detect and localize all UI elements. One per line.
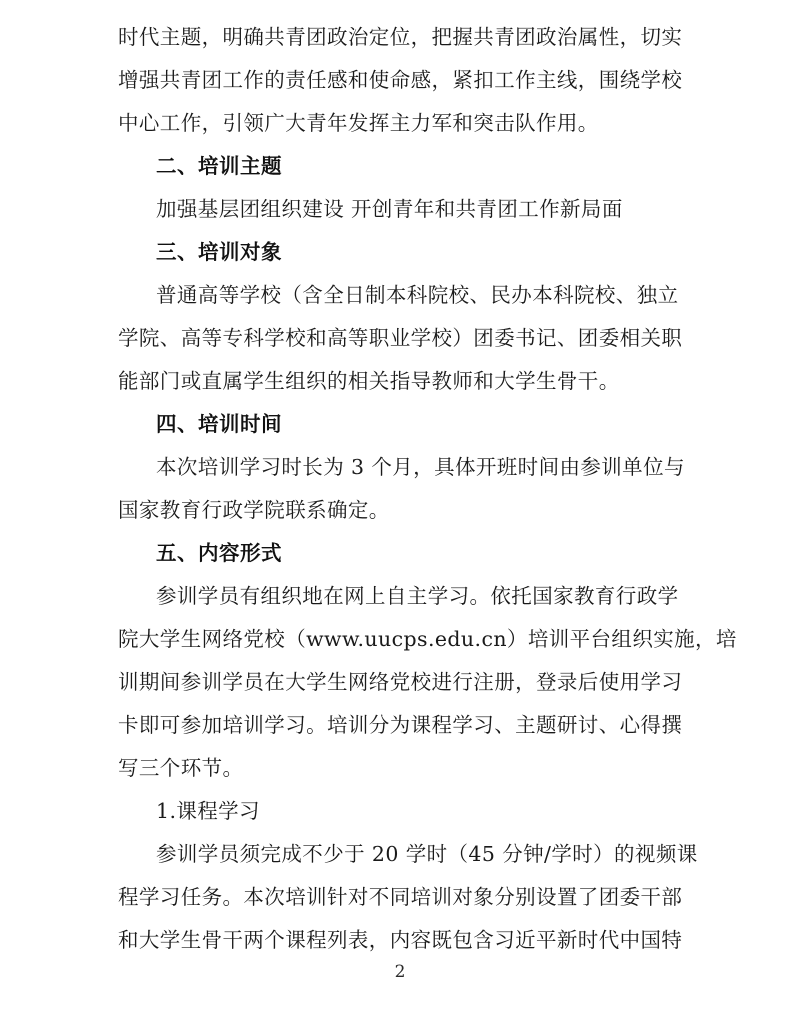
subheading-course-study: 1.课程学习: [156, 799, 260, 823]
text-line: 国家教育行政学院联系确定。: [118, 498, 390, 522]
text-line-training-theme: 加强基层团组织建设 开创青年和共青团工作新局面: [156, 197, 623, 221]
page-number: 2: [394, 962, 406, 982]
heading-section-three: 三、培训对象: [156, 240, 282, 264]
text-line: 参训学员须完成不少于 20 学时（45 分钟/学时）的视频课: [156, 842, 698, 866]
heading-section-two: 二、培训主题: [156, 154, 282, 178]
paragraph-intro: [118, 16, 683, 145]
paragraph-training-time: [118, 446, 685, 532]
paragraph-course-study: [118, 833, 698, 962]
text-line: 能部门或直属学生组织的相关指导教师和大学生骨干。: [118, 369, 620, 393]
text-line: 写三个环节。: [118, 756, 244, 780]
text-line: 中心工作，引领广大青年发挥主力军和突击队作用。: [118, 111, 599, 135]
text-line: 时代主题，明确共青团政治定位，把握共青团政治属性，切实: [118, 25, 683, 49]
text-line: 训期间参训学员在大学生网络党校进行注册，登录后使用学习: [118, 670, 683, 694]
text-line: 学院、高等专科学校和高等职业学校）团委书记、团委相关职: [118, 326, 683, 350]
text-line: 卡即可参加培训学习。培训分为课程学习、主题研讨、心得撰: [118, 713, 683, 737]
text-line: 程学习任务。本次培训针对不同培训对象分别设置了团委干部: [118, 885, 683, 909]
text-line: 本次培训学习时长为 3 个月，具体开班时间由参训单位与: [156, 455, 685, 479]
text-line: 增强共青团工作的责任感和使命感，紧扣工作主线，围绕学校: [118, 68, 683, 92]
text-line: 和大学生骨干两个课程列表，内容既包含习近平新时代中国特: [118, 928, 683, 952]
paragraph-content-format: [118, 575, 737, 790]
text-line-with-url: 院大学生网络党校（www.uucps.edu.cn）培训平台组织实施，培: [118, 627, 737, 651]
heading-section-four: 四、培训时间: [156, 412, 282, 436]
paragraph-training-audience: [118, 274, 683, 403]
document-text-column: [118, 16, 737, 962]
heading-section-five: 五、内容形式: [156, 541, 282, 565]
text-line: 普通高等学校（含全日制本科院校、民办本科院校、独立: [156, 283, 679, 307]
text-line: 参训学员有组织地在网上自主学习。依托国家教育行政学: [156, 584, 679, 608]
